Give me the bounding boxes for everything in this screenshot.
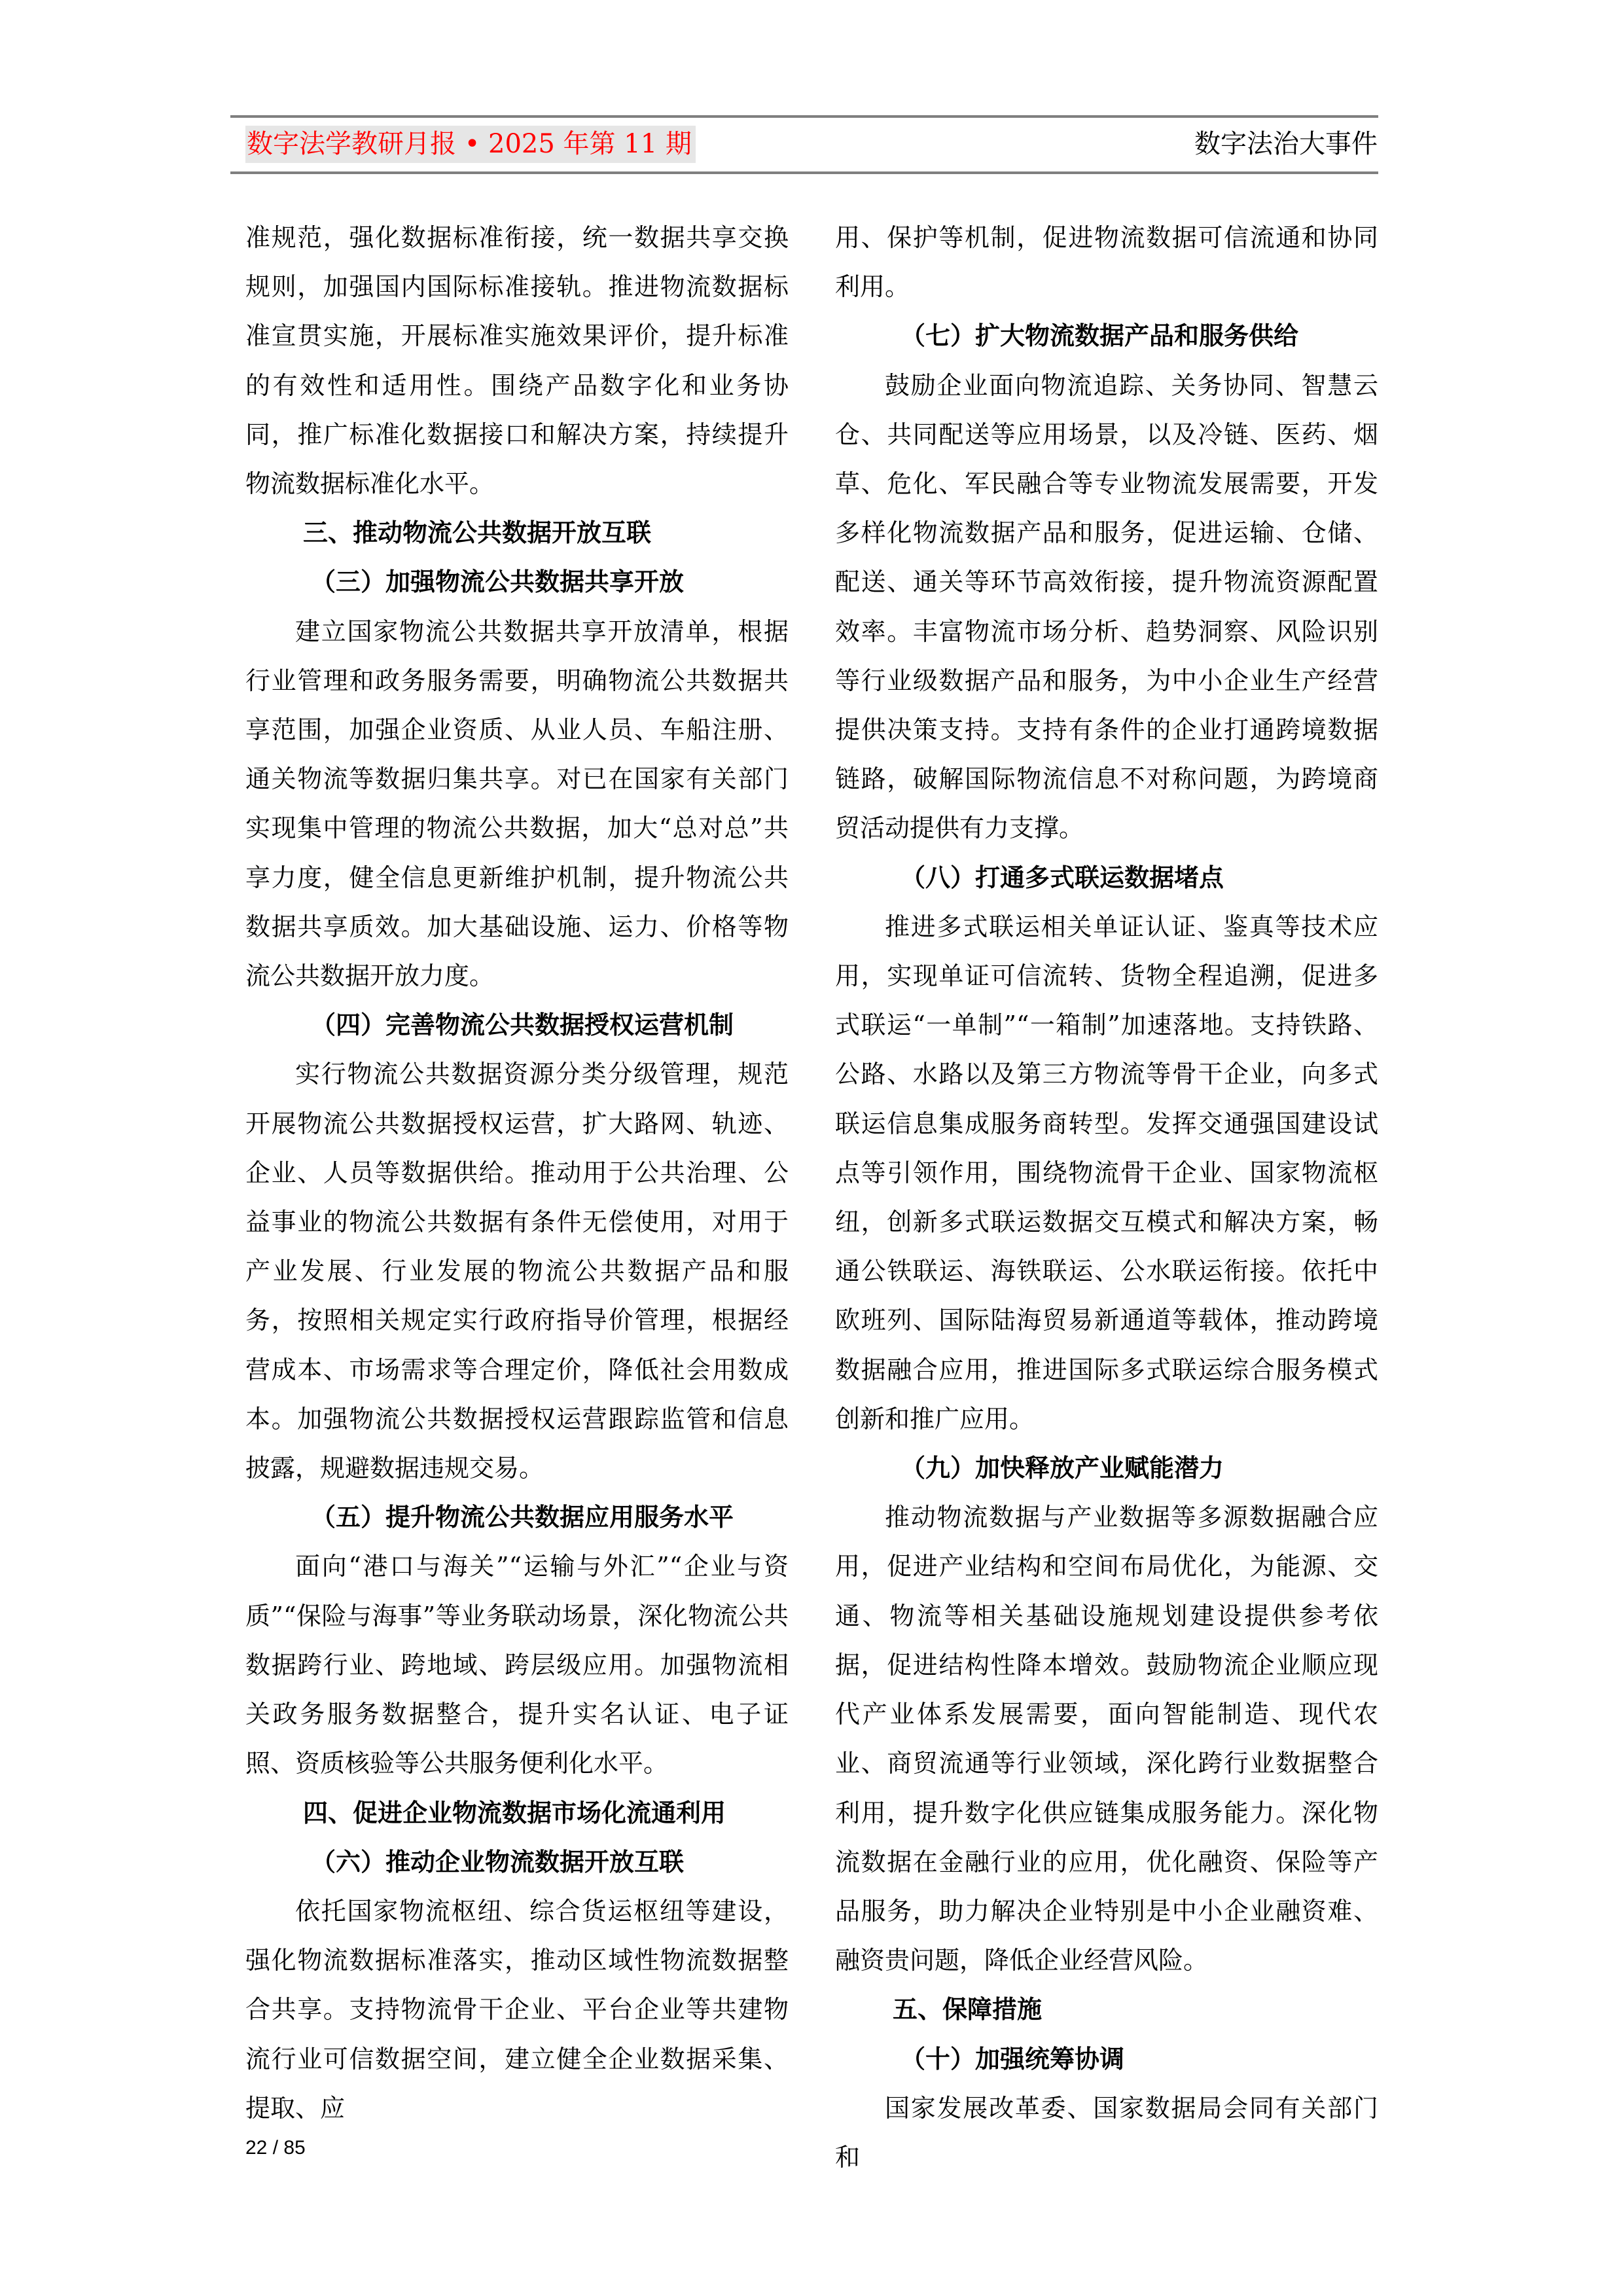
section-heading: 四、促进企业物流数据市场化流通利用 <box>303 1798 726 1827</box>
journal-title: 数字法学教研月报 • 2025 年第 11 期 <box>245 126 696 163</box>
subsection-heading: （十）加强统筹协调 <box>901 2044 1125 2073</box>
paragraph: 依托国家物流枢纽、综合货运枢纽等建设，强化物流数据标准落实，推动区域性物流数据整合共享。支持物流骨干企业、平台企业等共建物流行业可信数据空间，建立健全企业数据采集、提取、应 <box>245 1896 789 2123</box>
header-bottom-rule <box>230 171 1378 174</box>
paragraph: 鼓励企业面向物流追踪、关务协同、智慧云仓、共同配送等应用场景，以及冷链、医药、烟草、危化、军民融合等专业物流发展需要，开发多样化物流数据产品和服务，促进运输、仓储、配送、通关等环节高效衔接，提升物流资源配置效率。丰富物流市场分析、趋势洞察、风险识别等行业级数据产品和服务，为中小企业生产经营提供决策支持。支持有条件的企业打通跨境数据链路，破解国际物流信息不对称问题，为跨境商贸活动提供有力支撑。 <box>835 370 1378 843</box>
section-heading: 五、保障措施 <box>893 1995 1043 2024</box>
subsection-heading: （五）提升物流公共数据应用服务水平 <box>311 1503 734 1532</box>
paragraph: 准规范，强化数据标准衔接，统一数据共享交换规则，加强国内国际标准接轨。推进物流数据标准宣贯实施，开展标准实施效果评价，提升标准的有效性和适用性。围绕产品数字化和业务协同，推广标准化数据接口和解决方案，持续提升物流数据标准化水平。 <box>245 223 789 499</box>
paragraph: 面向“港口与海关”“运输与外汇”“企业与资质”“保险与海事”等业务联动场景，深化物流公共数据跨行业、跨地域、跨层级应用。加强物流相关政务服务数据整合，提升实名认证、电子证照、资质核验等公共服务便利化水平。 <box>245 1552 789 1778</box>
header-top-rule <box>230 115 1378 118</box>
section-label: 数字法治大事件 <box>1194 129 1378 159</box>
section-heading: 三、推动物流公共数据开放互联 <box>303 518 652 548</box>
page-number: 22 / 85 <box>245 2137 306 2159</box>
paragraph: 国家发展改革委、国家数据局会同有关部门和 <box>835 2093 1378 2172</box>
paragraph: 实行物流公共数据资源分类分级管理，规范开展物流公共数据授权运营，扩大路网、轨迹、企业、人员等数据供给。推动用于公共治理、公益事业的物流公共数据有条件无偿使用，对用于产业发展、行业发展的物流公共数据产品和服务，按照相关规定实行政府指导价管理，根据经营成本、市场需求等合理定价，降低社会用数成本。加强物流公共数据授权运营跟踪监管和信息披露，规避数据违规交易。 <box>245 1060 789 1483</box>
subsection-heading: （八）打通多式联运数据堵点 <box>901 863 1224 892</box>
subsection-heading: （六）推动企业物流数据开放互联 <box>311 1847 685 1876</box>
subsection-heading: （九）加快释放产业赋能潜力 <box>901 1454 1224 1483</box>
subsection-heading: （三）加强物流公共数据共享开放 <box>311 567 685 597</box>
paragraph: 用、保护等机制，促进物流数据可信流通和协同利用。 <box>835 223 1378 302</box>
subsection-heading: （七）扩大物流数据产品和服务供给 <box>901 321 1299 351</box>
paragraph: 推动物流数据与产业数据等多源数据融合应用，促进产业结构和空间布局优化，为能源、交通、物流等相关基础设施规划建设提供参考依据，促进结构性降本增效。鼓励物流企业顺应现代产业体系发展需要，面向智能制造、现代农业、商贸流通等行业领域，深化跨行业数据整合利用，提升数字化供应链集成服务能力。深化物流数据在金融行业的应用，优化融资、保险等产品服务，助力解决企业特别是中小企业融资难、融资贵问题，降低企业经营风险。 <box>835 1503 1378 1975</box>
paragraph: 建立国家物流公共数据共享开放清单，根据行业管理和政务服务需要，明确物流公共数据共享范围，加强企业资质、从业人员、车船注册、通关物流等数据归集共享。对已在国家有关部门实现集中管理的物流公共数据，加大“总对总”共享力度，健全信息更新维护机制，提升物流公共数据共享质效。加大基础设施、运力、价格等物流公共数据开放力度。 <box>245 617 789 991</box>
subsection-heading: （四）完善物流公共数据授权运营机制 <box>311 1011 734 1040</box>
left-column <box>245 213 789 2133</box>
right-column <box>835 213 1378 2182</box>
paragraph: 推进多式联运相关单证认证、鉴真等技术应用，实现单证可信流转、货物全程追溯，促进多式联运“一单制”“一箱制”加速落地。支持铁路、公路、水路以及第三方物流等骨干企业，向多式联运信息集成服务商转型。发挥交通强国建设试点等引领作用，围绕物流骨干企业、国家物流枢纽，创新多式联运数据交互模式和解决方案，畅通公铁联运、海铁联运、公水联运衔接。依托中欧班列、国际陆海贸易新通道等载体，推动跨境数据融合应用，推进国际多式联运综合服务模式创新和推广应用。 <box>835 912 1378 1433</box>
